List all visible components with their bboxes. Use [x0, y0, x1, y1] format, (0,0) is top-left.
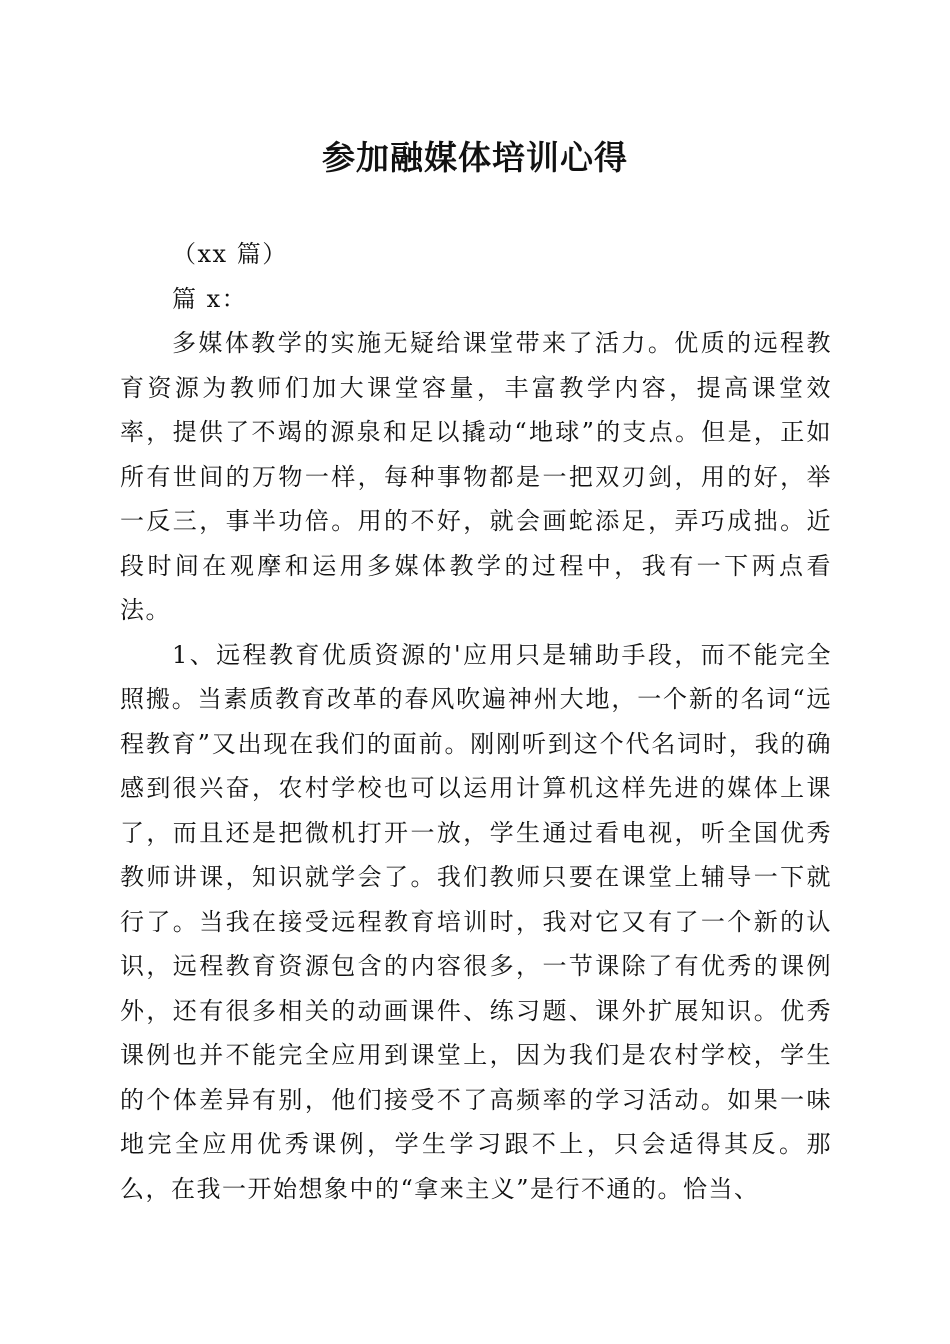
paragraph-section-label: 篇 x：	[172, 284, 248, 313]
paragraph-point-1: 1、远程教育优质资源的'应用只是辅助手段，而不能完全照搬。当素质教育改革的春风吹遍神州大地，一个新的名词“远程教育”又出现在我们的面前。刚刚听到这个代名词时，我的确感到很兴奋，农村学校也可以运用计算机这样先进的媒体上课了，而且还是把微机打开一放，学生通过看电视，听全国优秀教师讲课，知识就学会了。我们教师只要在课堂上辅导一下就行了。当我在接受远程教育培训时，我对它又有了一个新的认识，远程教育资源包含的内容很多，一节课除了有优秀的课例外，还有很多相关的动画课件、练习题、课外扩展知识。优秀课例也并不能完全应用到课堂上，因为我们是农村学校，学生的个体差异有别，他们接受不了高频率的学习活动。如果一味地完全应用优秀课例，学生学习跟不上，只会适得其反。那么，在我一开始想象中的“拿来主义”是行不通的。恰当、	[120, 640, 832, 1203]
paragraph-count: （xx 篇）	[172, 240, 288, 268]
document-body	[120, 232, 832, 1211]
paragraph-intro: 多媒体教学的实施无疑给课堂带来了活力。优质的远程教育资源为教师们加大课堂容量，丰富教学内容，提高课堂效率，提供了不竭的源泉和足以撬动“地球”的支点。但是，正如所有世间的万物一样，每种事物都是一把双刃剑，用的好，举一反三，事半功倍。用的不好，就会画蛇添足，弄巧成拙。近段时间在观摩和运用多媒体教学的过程中，我有一下两点看法。	[120, 329, 832, 624]
document-title: 参加融媒体培训心得	[322, 138, 628, 177]
